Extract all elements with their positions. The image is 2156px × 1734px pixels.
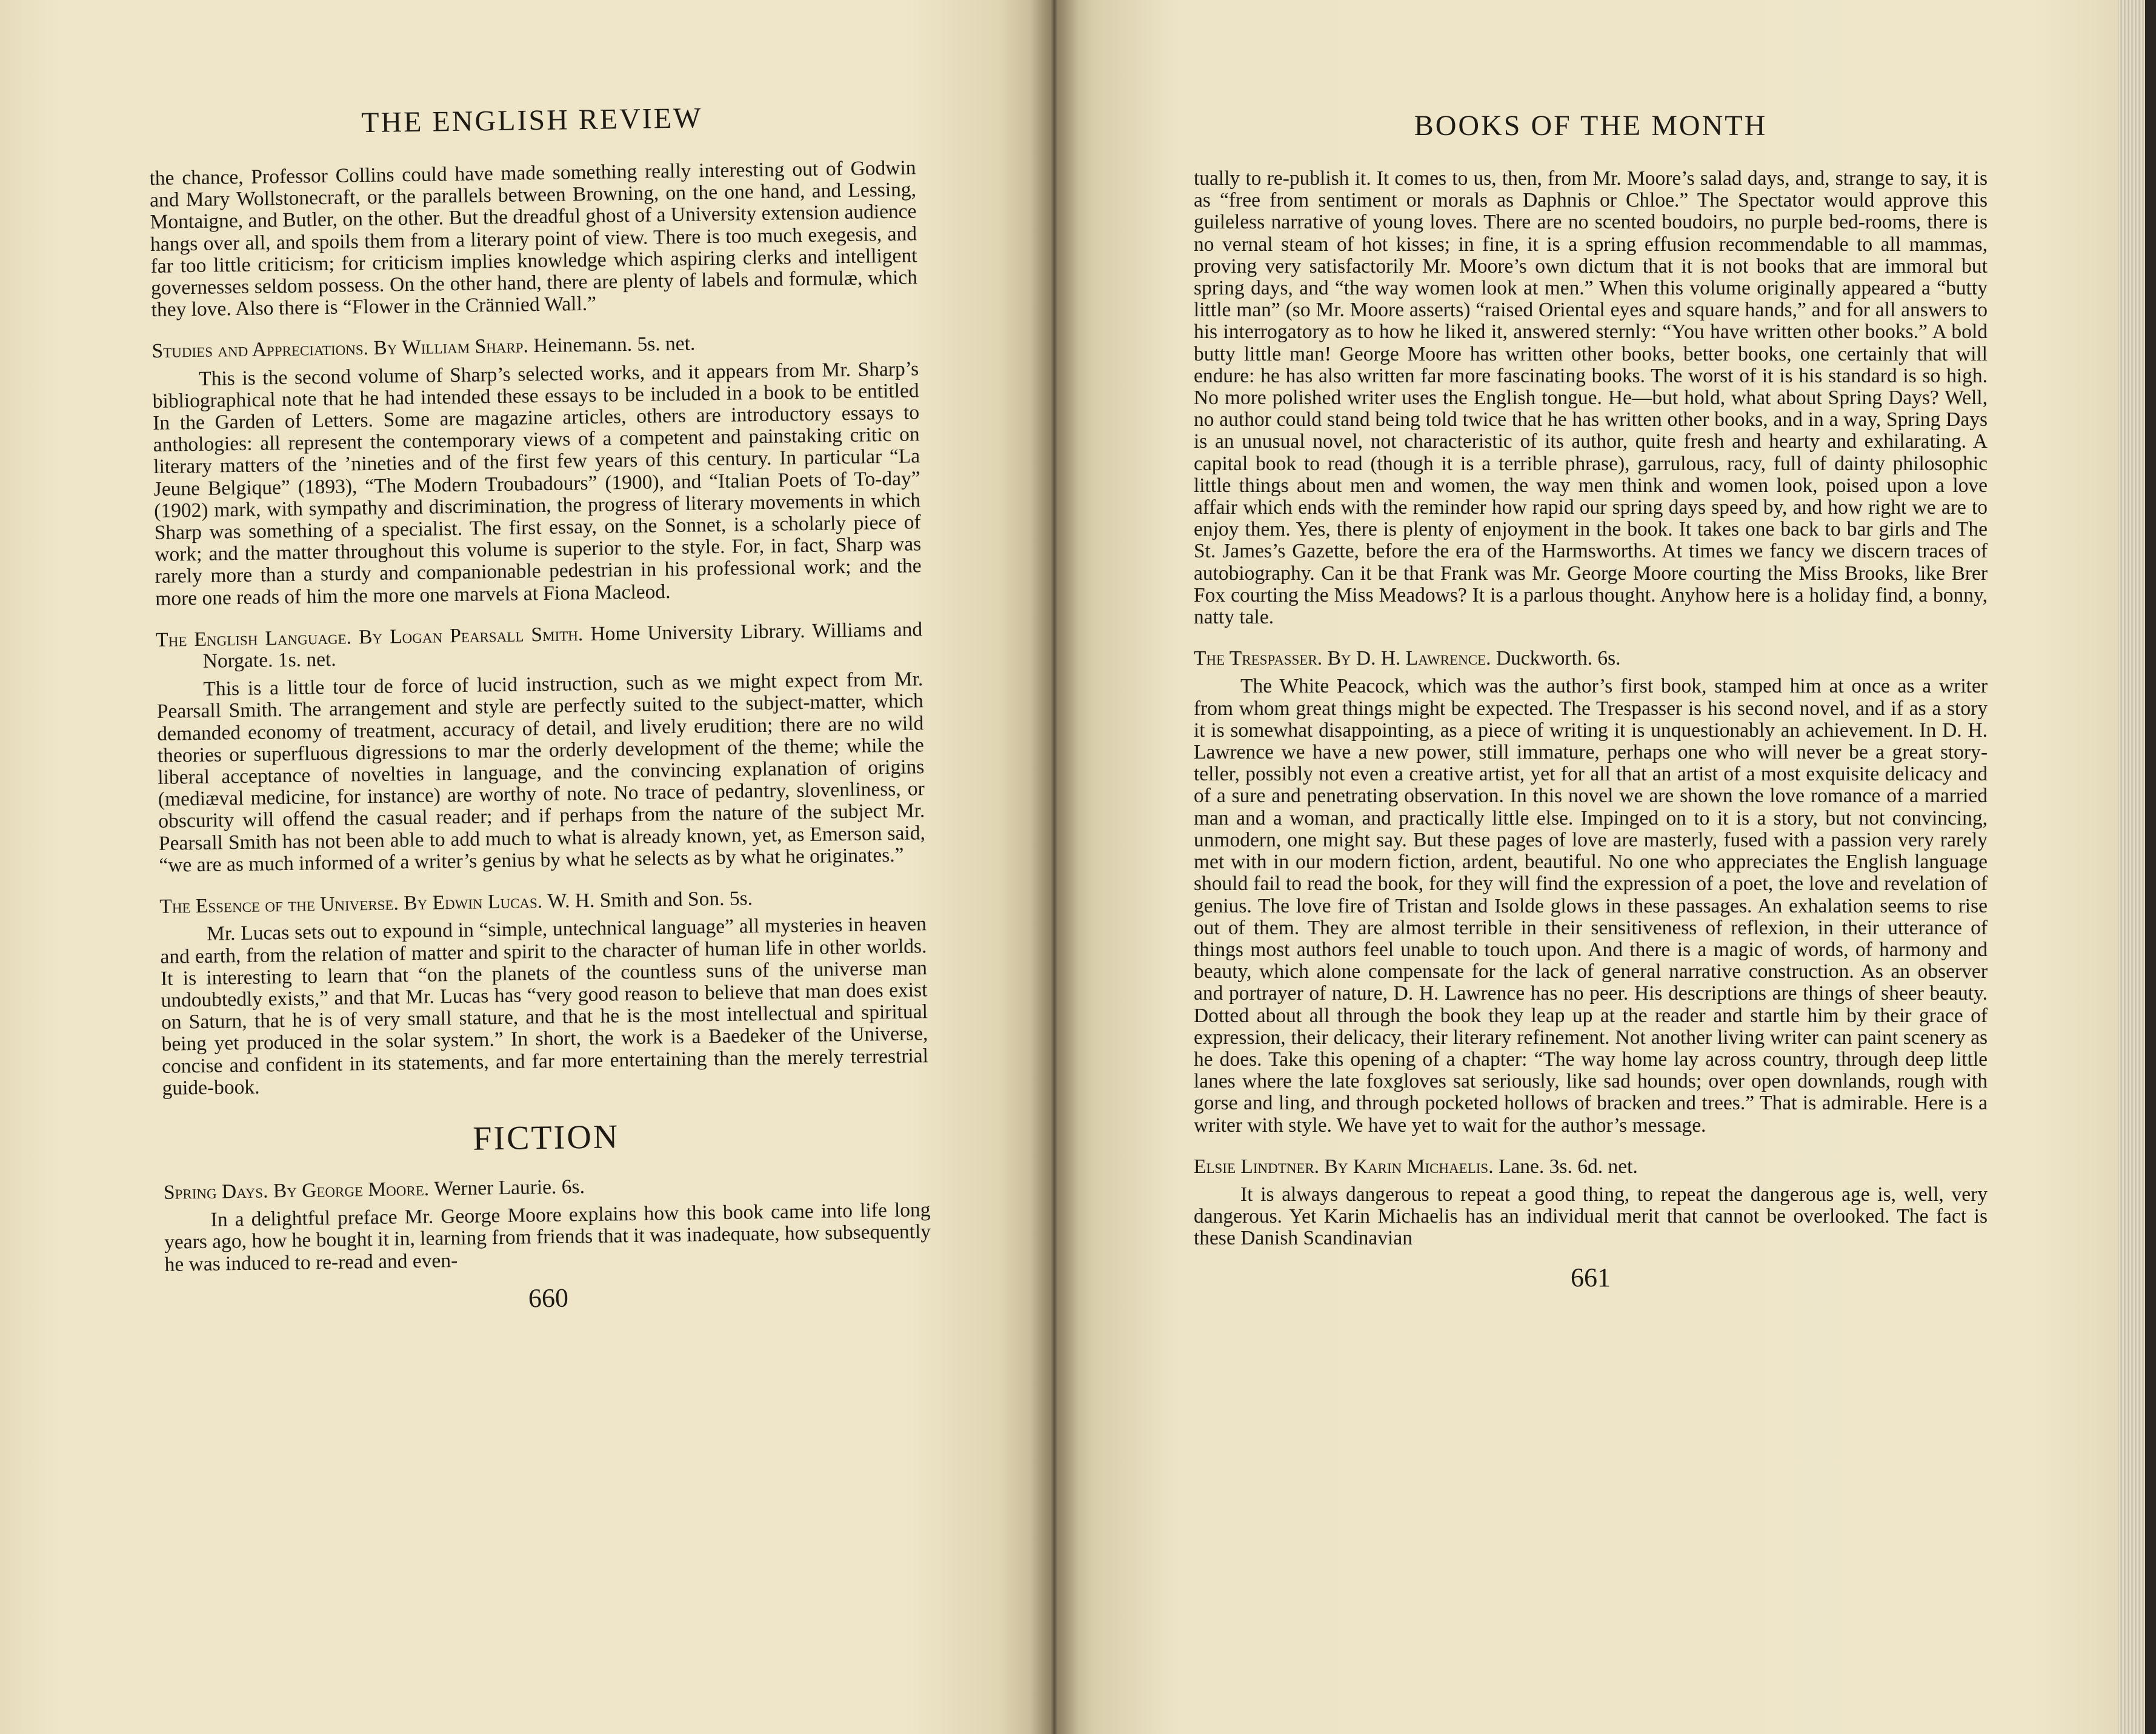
paragraph: tually to re-publish it. It comes to us, then, from Mr. Moore’s salad days, and, strange to say, it is as “free from sentiment or morals as Daphnis or Chloe.” The Spectator would approve this guileless narrative of young loves. There are no scented boudoirs, no purple bed-rooms, there is no vernal steam of hot kisses; in fine, it is a spring effusion recommendable to all mammas, proving very satisfactorily Mr. Moore’s own dictum that it is not books that are immoral but spring days, and “the way women look at men.” When this volume originally appeared a “butty little man” (so Mr. Moore asserts) “raised Oriental eyes and square hands,” and for all answers to his interrogatory as to how he liked it, answered sternly: “You have written other books.” A bold butty little man! George Moore has written other books, better books, one certainly that will endure: he has also written far more fascinating books. The worst of it is his standard is so high. No more polished writer uses the English tongue. He—but hold, what about Spring Days? Well, no author could stand being told twice that he has written other books, and in a way, Spring Days is an unusual novel, not characteristic of its author, quite fresh and hearty and exhilarating. A capital book to read (though it is a terrible phrase), garrulous, racy, full of dainty philosophic little things about men and women, the way men think and women look, poised upon a love affair which ends with the reminder how rapid our spring days speed by, and how right we are to enjoy them. Yes, there is plenty of enjoyment in the book. It takes one back to bar girls and The St. James’s Gazette, before the era of the Harmsworths. At times we fancy we discern traces of autobiography. Can it be that Frank was Mr. George Moore courting the Miss Brooks, like Brer Fox courting the Miss Meadows? It is a parlous thought. Anyhow here is a holiday find, a bonny, natty tale. — [1194, 167, 1988, 629]
review-heading — [159, 885, 926, 918]
review-heading — [1194, 1156, 1988, 1178]
book-gutter-shadow — [1030, 0, 1079, 1734]
book-publisher: Home University Library. Williams and Norgate. 1s. net. — [202, 618, 923, 673]
review-heading — [164, 1171, 930, 1204]
review-heading — [151, 330, 918, 363]
paragraph: the chance, Professor Collins could have made something really interesting out of Godwin and Mary Wollstonecraft, or the parallels between Browning, on the one hand, and Lessing, Montaigne, and Butler, on the other. But the dreadful ghost of a University extension audience hangs over all, and spoils them from a literary point of view. There is too much exegesis, and far too little criticism; for criticism implies knowledge which aspiring clerks and intelligent governesses seldom possess. On the other hand, there are plenty of labels and formulæ, which they love. Also there is “Flower in the Crännied Wall.” — [149, 156, 918, 322]
book-title: The English Language. — [155, 626, 352, 651]
running-head: THE ENGLISH REVIEW — [361, 102, 703, 139]
right-page — [1051, 0, 2118, 1734]
book-title: Elsie Lindtner. — [1194, 1155, 1320, 1178]
background-edge — [2145, 0, 2156, 1734]
book-author: By Logan Pearsall Smith. — [358, 622, 584, 649]
book-title: Spring Days. — [163, 1180, 268, 1204]
book-publisher: Lane. 3s. 6d. net. — [1498, 1155, 1638, 1178]
book-publisher: Duckworth. 6s. — [1496, 647, 1621, 670]
review-heading — [156, 619, 923, 673]
book-title: The Essence of the Universe. — [159, 892, 399, 918]
review-body: This is a little tour de force of lucid instruction, such as we might expect from Mr. Pearsall Smith. The arrangement and style are perfectly suited to the subject-matter, which demanded economy of treatment, accuracy of detail, and lively erudition; there are no wild theories or superfluous digressions to mar the orderly development of the theme; while the liberal acceptance of novelties in language, and the convincing explanation of origins (mediæval medicine, for instance) are worthy of note. No trace of pedantry, slovenliness, or obscurity will offend the casual reader; and if perhaps from the nature of the subject Mr. Pearsall Smith has not been able to add much to what is already known, yet, as Emerson said, “we are as much informed of a writer’s genius by what he selects as by what he originates.” — [156, 668, 926, 877]
book-publisher: Heinemann. 5s. net. — [533, 332, 696, 357]
book-author: By D. H. Lawrence. — [1327, 647, 1491, 670]
review-body: Mr. Lucas sets out to expound in “simple, untechnical language” all mysteries in heaven and earth, from the relation of matter and spirit to the character of human life in other worlds. It is interesting to learn that “on the planets of the countless suns of the universe man undoubtedly exists,” and that Mr. Lucas has “very good reason to believe that man does exist on Saturn, that he is of very small stature, and that he is the most intellectual and spiritual being yet produced in the solar system.” In short, the work is a Baedeker of the Universe, concise and confident in its statements, and far more entertaining than the merely terrestrial guide-book. — [160, 912, 929, 1100]
book-author: By William Sharp. — [373, 334, 529, 360]
right-text-column — [1194, 109, 1988, 1293]
running-head: BOOKS OF THE MONTH — [1414, 110, 1768, 142]
book-author: By George Moore. — [273, 1177, 430, 1203]
section-title: FICTION — [472, 1118, 620, 1158]
book-publisher: W. H. Smith and Son. 5s. — [547, 887, 753, 913]
book-author: By Edwin Lucas. — [403, 890, 543, 915]
review-body: The White Peacock, which was the author’s first book, stamped him at once as a writer from whom great things might be expected. The Trespasser is his second novel, and if as a story it is somewhat disappointing, as a piece of writing it is unquestionably an achievement. In D. H. Lawrence we have a new power, still immature, perhaps one who will never be a great story-teller, possibly not even a creative artist, yet for all that an artist of a most exquisite delicacy and of a sure and penetrating observation. In this novel we are shown the love romance of a married man and a woman, and practically little else. Impinged on to it is a story, but not convincing, unmodern, one might say. But these pages of love are masterly, fused with a passion very rarely met with in our modern fiction, ardent, beautiful. No one who appreciates the English language should fail to read the book, for they will find the expression of a poet, the love and revelation of genius. The love fire of Tristan and Isolde glows in these passages. An exhalation seems to rise out of them. They are almost terrible in their sensitiveness of reflexion, in their utterance of things most authors feel unable to touch upon. And there is a magic of words, of harmony and beauty, which alone compensate for the lack of general narrative construction. As an observer and portrayer of nature, D. H. Lawrence has no peer. His descriptions are things of sheer beauty. Dotted about all through the book they leap up at the reader and startle him by their grace of expression, their delicacy, their literary refinement. Not another living writer can paint scenery as he does. Take this opening of a chapter: “The way home lay across country, through deep little lanes where the late foxgloves sat seriously, like sad hounds; over open downlands, rough with gorse and ling, and through pocketed hollows of bracken and trees.” That is admirable. Here is a writer with style. We have yet to wait for the author’s message. — [1194, 675, 1988, 1137]
review-body: It is always dangerous to repeat a good thing, to repeat the dangerous age is, well, very dangerous. Yet Karin Michaelis has an individual merit that cannot be overlooked. The fact is these Danish Scandinavian — [1194, 1183, 1988, 1250]
book-author: By Karin Michaelis. — [1324, 1155, 1494, 1178]
review-body: In a delightful preface Mr. George Moore explains how this book came into life long years ago, how he bought it in, learning from friends that it was inadequate, how subsequently he was induced to re-read and even- — [164, 1198, 931, 1276]
page-number: 660 — [528, 1283, 569, 1314]
review-body: This is the second volume of Sharp’s selected works, and it appears from Mr. Sharp’s bibliographical note that he had intended these essays to be included in a book to be entitled In the Garden of Letters. Some are magazine articles, others are introductory essays to anthologies: all represent the contemporary views of a competent and painstaking critic on literary matters of the ’nineties and of the first few years of this century. In particular “La Jeune Belgique” (1893), “The Modern Troubadours” (1900), and “Italian Poets of To-day” (1902) mark, with sympathy and discrimination, the progress of literary movements in which Sharp was something of a specialist. The first essay, on the Sonnet, is a scholarly piece of work; and the matter throughout this volume is superior to the style. For, in fact, Sharp was rarely more than a sturdy and companionable pedestrian in his professional work; and the more one reads of him the more one marvels at Fiona Macleod. — [152, 357, 922, 610]
book-title: Studies and Appreciations. — [151, 337, 369, 363]
page-number: 661 — [1571, 1262, 1611, 1292]
book-title: The Trespasser. — [1194, 647, 1323, 670]
review-heading — [1194, 648, 1988, 669]
left-page — [0, 0, 1051, 1734]
book-publisher: Werner Laurie. 6s. — [434, 1175, 585, 1200]
left-text-column — [148, 98, 932, 1318]
